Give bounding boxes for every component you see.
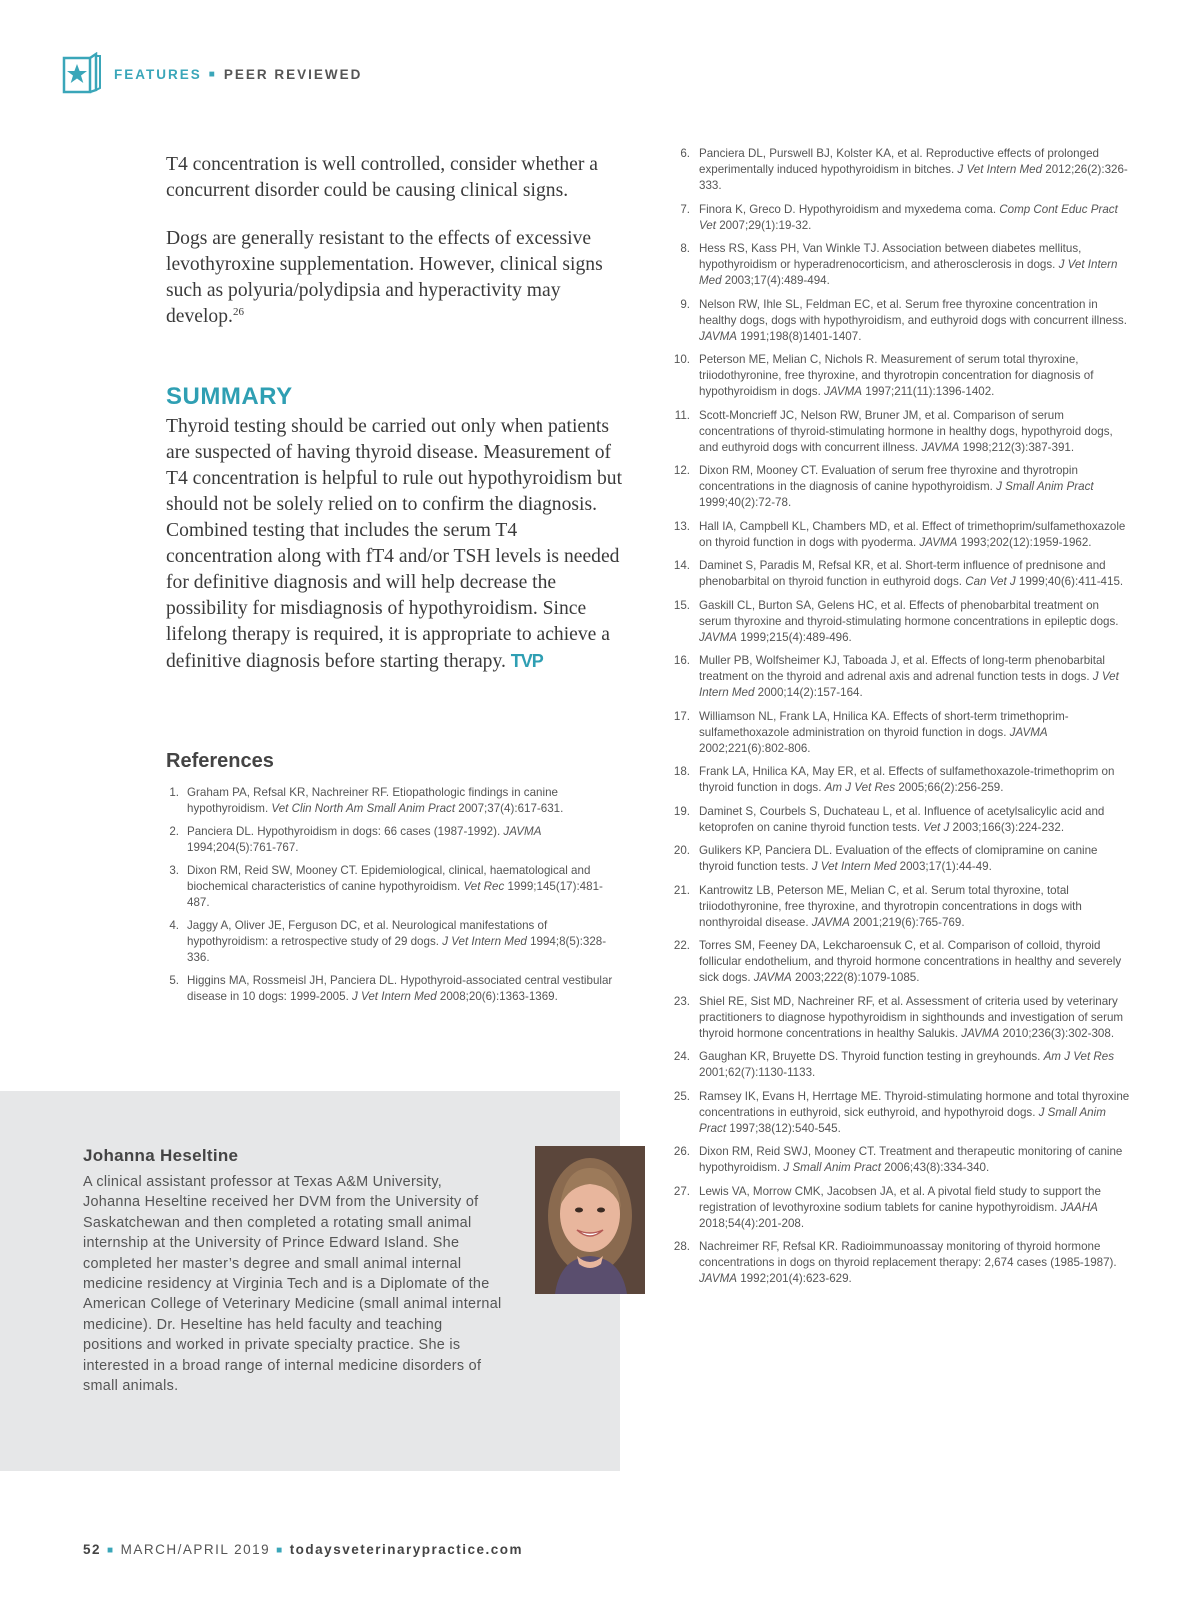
- reference-text: [699, 994, 1130, 1042]
- reference-citation: 1999;40(6):411-415.: [1015, 575, 1124, 588]
- reference-text: [699, 202, 1130, 234]
- reference-authors-title: Ramsey IK, Evans H, Herrtage ME. Thyroid-stimulating hormone and total thyroxine concentrations in euthyroid, sick euthyroid, and hypothyroid dogs.: [699, 1089, 1130, 1119]
- reference-text: [699, 352, 1130, 400]
- reference-item: [668, 241, 1130, 289]
- reference-item: [668, 1144, 1130, 1176]
- page-number: 52: [83, 1542, 102, 1557]
- book-star-icon: [62, 52, 102, 96]
- reference-item: [164, 785, 614, 817]
- reference-authors-title: Gulikers KP, Panciera DL. Evaluation of the effects of clomipramine on canine thyroid function tests.: [699, 844, 1098, 873]
- section-label: FEATURES: [114, 66, 202, 82]
- reference-number: 15.: [673, 598, 690, 612]
- reference-authors-title: Graham PA, Refsal KR, Nachreiner RF. Etiopathologic findings in canine hypothyroidism.: [187, 786, 558, 815]
- reference-authors-title: Shiel RE, Sist MD, Nachreiner RF, et al. Assessment of criteria used by veterinary practitioners to diagnose hypothyroidism in sighthounds and investigation of serum thyroid hormone concentrations in healthy Salukis.: [699, 994, 1124, 1040]
- reference-journal: Am J Vet Res: [824, 781, 896, 794]
- reference-citation: 2003;222(8):1079-1085.: [791, 971, 920, 984]
- reference-number: 11.: [674, 408, 690, 422]
- reference-number: 23.: [673, 994, 690, 1008]
- reference-journal: J Small Anim Pract: [699, 1105, 1106, 1135]
- reference-authors-title: Dixon RM, Reid SWJ, Mooney CT. Treatment and therapeutic monitoring of canine hypothyroidism.: [699, 1145, 1123, 1174]
- reference-journal: JAVMA: [699, 329, 738, 343]
- reference-item: [668, 519, 1130, 551]
- reference-journal: Am J Vet Res: [1043, 1050, 1115, 1063]
- reference-item: [668, 1184, 1130, 1232]
- reference-journal: Vet J: [923, 820, 950, 834]
- reference-citation: 2005;66(2):256-259.: [895, 781, 1004, 794]
- reference-number: 28.: [673, 1240, 690, 1253]
- reference-item: [164, 918, 614, 966]
- page-header: [62, 52, 362, 96]
- summary-paragraph: Thyroid testing should be carried out only when patients are suspected of having thyroid disease. Measurement of T4 concentration is helpful to rule out hypothyroidism but should not be solely relied on to confirm the diagnosis. Combined testing that includes the serum T4 concentration along with fT4 and/or TSH levels is needed for definitive diagnosis and will help decrease the possibility for misdiagnosis of hypothyroidism. Since lifelong therapy is required, it is appropriate to achieve a definitive diagnosis before starting therapy.: [166, 416, 623, 672]
- reference-journal: J Vet Intern Med: [442, 935, 527, 948]
- reference-number: 3.: [169, 864, 179, 877]
- website-link[interactable]: todaysveterinarypractice.com: [289, 1542, 524, 1557]
- reference-text: [699, 764, 1130, 796]
- reference-journal: JAVMA: [919, 535, 958, 549]
- reference-number: 8.: [680, 242, 690, 255]
- reference-item: [668, 1049, 1130, 1081]
- reference-journal: J Vet Intern Med: [699, 258, 1118, 287]
- reference-text: [187, 973, 614, 1005]
- reference-number: 5.: [169, 974, 179, 987]
- reference-authors-title: Nelson RW, Ihle SL, Feldman EC, et al. Serum free thyroxine concentration in healthy dogs, dogs with hypothyroidism, and euthyroid dogs with concurrent illness.: [699, 297, 1127, 327]
- reference-authors-title: Nachreimer RF, Refsal KR. Radioimmunoassay monitoring of thyroid hormone concentrations in dogs on thyroid replacement therapy: 2,674 cases (1985-1987).: [699, 1240, 1117, 1269]
- reference-text: [699, 598, 1130, 646]
- reference-item: [668, 202, 1130, 234]
- body-paragraph: [166, 226, 628, 330]
- reference-citation: 2018;54(4):201-208.: [699, 1216, 805, 1230]
- reference-item: [668, 764, 1130, 796]
- reference-item: [668, 709, 1130, 757]
- reference-number: 2.: [169, 825, 179, 838]
- body-paragraph-text: Dogs are generally resistant to the effects of excessive levothyroxine supplementation. However, clinical signs such as polyuria/polydipsia and hyperactivity may develop.: [166, 228, 603, 327]
- reference-text: [699, 883, 1130, 931]
- reference-text: [699, 709, 1130, 757]
- author-name: Johanna Heseltine: [83, 1146, 239, 1165]
- reference-text: [699, 804, 1130, 836]
- reference-journal: JAAHA: [1060, 1200, 1098, 1214]
- reference-citation: 1993;202(12):1959-1962.: [957, 535, 1092, 549]
- reference-citation: 2010;236(3):302-308.: [999, 1026, 1115, 1040]
- references-list-left: [164, 785, 614, 1012]
- reference-authors-title: Jaggy A, Oliver JE, Ferguson DC, et al. Neurological manifestations of hypothyroidism: a retrospective study of 29 dogs.: [187, 919, 548, 948]
- reference-authors-title: Panciera DL. Hypothyroidism in dogs: 66 cases (1987-1992).: [187, 825, 504, 838]
- reference-text: [699, 843, 1130, 875]
- reference-journal: JAVMA: [699, 1272, 738, 1285]
- reference-citation: 2000;14(2):157-164.: [754, 686, 863, 699]
- reference-authors-title: Hess RS, Kass PH, Van Winkle TJ. Association between diabetes mellitus, hypothyroidism or hyperadrenocorticism, and atherosclerosis in dogs.: [699, 242, 1082, 271]
- reference-text: [699, 1239, 1130, 1287]
- reference-citation: 1994;8(5):328-336.: [187, 935, 607, 964]
- reference-text: [699, 1184, 1130, 1232]
- reference-text: [699, 1049, 1130, 1081]
- reference-citation: 1998;212(3):387-391.: [959, 440, 1075, 454]
- reference-journal: JAVMA: [961, 1026, 1000, 1040]
- reference-item: [164, 973, 614, 1005]
- reference-authors-title: Finora K, Greco D. Hypothyroidism and myxedema coma.: [699, 202, 1000, 216]
- reference-number: 19.: [673, 804, 690, 818]
- reference-item: [668, 297, 1130, 345]
- reference-citation: 2003;166(3):224-232.: [949, 820, 1065, 834]
- reference-number: 18.: [673, 765, 690, 778]
- reference-citation: 1997;38(12):540-545.: [726, 1121, 841, 1135]
- subsection-label: PEER REVIEWED: [223, 66, 363, 82]
- reference-authors-title: Kantrowitz LB, Peterson ME, Melian C, et al. Serum total thyroxine, total triiodothyronine, free thyroxine, and thyrotropin concentrations in dogs with nonthyroidal disease.: [699, 883, 1082, 929]
- reference-text: [187, 918, 614, 966]
- reference-number: 22.: [673, 939, 690, 952]
- body-text: [166, 152, 628, 330]
- reference-authors-title: Dixon RM, Reid SW, Mooney CT. Epidemiological, clinical, haematological and biochemical characteristics of canine hypothyroidism.: [187, 864, 591, 893]
- reference-item: [668, 843, 1130, 875]
- reference-item: [668, 558, 1130, 590]
- reference-text: [699, 653, 1130, 701]
- reference-number: 26.: [673, 1145, 690, 1158]
- citation-superscript: 26: [232, 306, 244, 318]
- reference-citation: 2002;221(6):802-806.: [699, 741, 811, 755]
- reference-journal: JAVMA: [921, 440, 960, 454]
- reference-number: 17.: [673, 709, 690, 723]
- reference-citation: 1997;211(11):1396-1402.: [862, 385, 995, 398]
- reference-authors-title: Daminet S, Courbels S, Duchateau L, et al. Influence of acetylsalicylic acid and ketoprofen on canine thyroid function tests.: [699, 804, 1105, 834]
- reference-authors-title: Peterson ME, Melian C, Nichols R. Measurement of serum total thyroxine, triiodothyronine, free thyroxine, and thyrotropin concentration for diagnosis of hypothyroidism in dogs.: [699, 353, 1094, 398]
- reference-authors-title: Williamson NL, Frank LA, Hnilica KA. Effects of short-term trimethoprim-sulfamethoxazole administration on thyroid function in dogs.: [699, 709, 1069, 739]
- reference-journal: J Vet Intern Med: [352, 990, 437, 1003]
- reference-item: [668, 352, 1130, 400]
- reference-item: [164, 863, 614, 911]
- reference-text: [187, 824, 614, 856]
- reference-citation: 2006;43(8):334-340.: [880, 1161, 990, 1174]
- reference-citation: 1992;201(4):623-629.: [737, 1272, 852, 1285]
- reference-number: 16.: [673, 654, 690, 667]
- reference-item: [668, 994, 1130, 1042]
- reference-authors-title: Frank LA, Hnilica KA, May ER, et al. Effects of sulfamethoxazole-trimethoprim on thyroid function in dogs.: [699, 765, 1115, 794]
- reference-number: 12.: [673, 464, 690, 477]
- reference-citation: 2001;219(6):765-769.: [849, 915, 965, 929]
- reference-citation: 1999;215(4):489-496.: [737, 630, 852, 644]
- reference-citation: 2001;62(7):1130-1133.: [699, 1066, 816, 1079]
- reference-citation: 1999;40(2):72-78.: [699, 496, 792, 509]
- reference-authors-title: Torres SM, Feeney DA, Lekcharoensuk C, et al. Comparison of colloid, thyroid follicular endothelium, and thyroid hormone concentrations in healthy and severely sick dogs.: [699, 939, 1122, 984]
- reference-item: [668, 938, 1130, 986]
- reference-citation: 1991;198(8)1401-1407.: [737, 329, 862, 343]
- reference-item: [668, 463, 1130, 511]
- reference-text: [699, 1144, 1130, 1176]
- reference-text: [699, 558, 1130, 590]
- reference-citation: 2007;37(4):617-631.: [455, 802, 564, 815]
- reference-authors-title: Gaskill CL, Burton SA, Gelens HC, et al. Effects of phenobarbital treatment on serum thyroxine and thyroid-stimulating hormone concentrations in epileptic dogs.: [699, 598, 1119, 628]
- reference-journal: Vet Clin North Am Small Anim Pract: [271, 802, 456, 815]
- separator-dot: ■: [107, 1545, 115, 1556]
- reference-citation: 2007;29(1):19-32.: [715, 218, 812, 232]
- reference-authors-title: Higgins MA, Rossmeisl JH, Panciera DL. Hypothyroid-associated central vestibular disease in 10 dogs: 1999-2005.: [187, 974, 613, 1003]
- reference-journal: JAVMA: [824, 385, 863, 398]
- reference-item: [668, 1239, 1130, 1287]
- reference-text: [699, 463, 1130, 511]
- reference-journal: Comp Cont Educ Pract Vet: [699, 202, 1118, 232]
- reference-number: 1.: [169, 786, 179, 799]
- section-kicker: [114, 67, 362, 82]
- reference-citation: 2003;17(1):44-49.: [896, 860, 992, 873]
- reference-text: [187, 785, 614, 817]
- reference-number: 4.: [169, 919, 179, 932]
- author-bio: A clinical assistant professor at Texas A&M University, Johanna Heseltine received her DVM from the University of Saskatchewan and then completed a rotating small animal internship at the University of Prince Edward Island. She completed her master’s degree and small animal internal medicine residency at Virginia Tech and is a Diplomate of the American College of Veterinary Medicine (small animal internal medicine). Dr. Heseltine has held faculty and teaching positions and worked in private specialty practice. She is interested in a broad range of internal medicine disorders of small animals.: [83, 1174, 502, 1395]
- reference-text: [699, 519, 1130, 551]
- reference-journal: JAVMA: [503, 825, 542, 838]
- reference-citation: 1999;145(17):481-487.: [187, 880, 603, 909]
- reference-journal: JAVMA: [699, 630, 738, 644]
- references-list-right: [668, 146, 1130, 1295]
- reference-journal: Vet Rec: [463, 880, 505, 893]
- reference-number: 13.: [673, 519, 690, 533]
- reference-text: [699, 408, 1130, 456]
- separator-dot: ■: [208, 68, 217, 80]
- reference-item: [668, 1089, 1130, 1137]
- reference-citation: 2008;20(6):1363-1369.: [436, 990, 558, 1003]
- reference-number: 20.: [673, 844, 690, 857]
- reference-number: 25.: [673, 1089, 690, 1103]
- reference-journal: JAVMA: [1009, 725, 1048, 739]
- reference-journal: JAVMA: [811, 915, 850, 929]
- reference-citation: 2003;17(4):489-494.: [721, 274, 830, 287]
- reference-journal: J Small Anim Pract: [996, 480, 1094, 493]
- reference-citation: 2012;26(2):326-333.: [699, 163, 1128, 192]
- reference-text: [699, 938, 1130, 986]
- reference-number: 21.: [673, 883, 690, 897]
- reference-number: 9.: [680, 297, 690, 311]
- reference-item: [668, 146, 1130, 194]
- reference-number: 10.: [673, 353, 690, 366]
- reference-journal: Can Vet J: [965, 575, 1016, 588]
- reference-item: [668, 598, 1130, 646]
- reference-journal: J Vet Intern Med: [957, 163, 1043, 176]
- reference-authors-title: Hall IA, Campbell KL, Chambers MD, et al. Effect of trimethoprim/sulfamethoxazole on thyroid function in dogs with pyoderma.: [699, 519, 1126, 549]
- reference-authors-title: Scott-Moncrieff JC, Nelson RW, Bruner JM, et al. Comparison of serum concentrations of thyroid-stimulating hormone in healthy dogs, hypothyroid dogs, and euthyroid dogs with concurrent illness.: [699, 408, 1113, 454]
- reference-authors-title: Muller PB, Wolfsheimer KJ, Taboada J, et al. Effects of long-term phenobarbital treatment on the thyroid and adrenal axis and adrenal function tests in dogs.: [699, 654, 1105, 683]
- reference-item: [668, 408, 1130, 456]
- reference-journal: JAVMA: [753, 971, 792, 984]
- summary-heading: SUMMARY: [166, 383, 293, 410]
- reference-authors-title: Panciera DL, Purswell BJ, Kolster KA, et al. Reproductive effects of prolonged experimentally induced hypothyroidism in bitches.: [699, 147, 1099, 176]
- body-paragraph: T4 concentration is well controlled, consider whether a concurrent disorder could be causing clinical signs.: [166, 154, 599, 201]
- reference-item: [668, 883, 1130, 931]
- reference-number: 24.: [673, 1050, 690, 1063]
- tvp-end-mark: TVP: [510, 651, 543, 671]
- reference-item: [668, 804, 1130, 836]
- reference-item: [668, 653, 1130, 701]
- summary-text: [166, 414, 628, 675]
- reference-journal: J Vet Intern Med: [811, 860, 897, 873]
- reference-number: 14.: [673, 559, 690, 572]
- reference-text: [699, 146, 1130, 194]
- reference-text: [187, 863, 614, 911]
- reference-authors-title: Dixon RM, Mooney CT. Evaluation of serum free thyroxine and thyrotropin concentrations in the diagnosis of canine hypothyroidism.: [699, 464, 1078, 493]
- reference-number: 6.: [680, 147, 690, 160]
- reference-text: [699, 1089, 1130, 1137]
- reference-authors-title: Daminet S, Paradis M, Refsal KR, et al. Short-term influence of prednisone and phenobarbital on thyroid function in euthyroid dogs.: [699, 559, 1106, 588]
- reference-authors-title: Gaughan KR, Bruyette DS. Thyroid function testing in greyhounds.: [699, 1050, 1044, 1063]
- reference-authors-title: Lewis VA, Morrow CMK, Jacobsen JA, et al. A pivotal field study to support the registration of levothyroxine sodium tablets for canine hypothyroidism.: [699, 1184, 1101, 1214]
- references-heading: References: [166, 750, 274, 772]
- issue-date: MARCH/APRIL 2019: [120, 1542, 271, 1557]
- page-footer: [83, 1542, 523, 1557]
- reference-number: 7.: [680, 202, 690, 216]
- reference-journal: J Small Anim Pract: [783, 1161, 881, 1174]
- reference-text: [699, 297, 1130, 345]
- reference-journal: J Vet Intern Med: [699, 670, 1119, 699]
- reference-item: [164, 824, 614, 856]
- reference-number: 27.: [673, 1184, 690, 1198]
- reference-citation: 1994;204(5):761-767.: [187, 841, 299, 854]
- reference-text: [699, 241, 1130, 289]
- author-photo: [535, 1146, 645, 1294]
- separator-dot: ■: [276, 1545, 284, 1556]
